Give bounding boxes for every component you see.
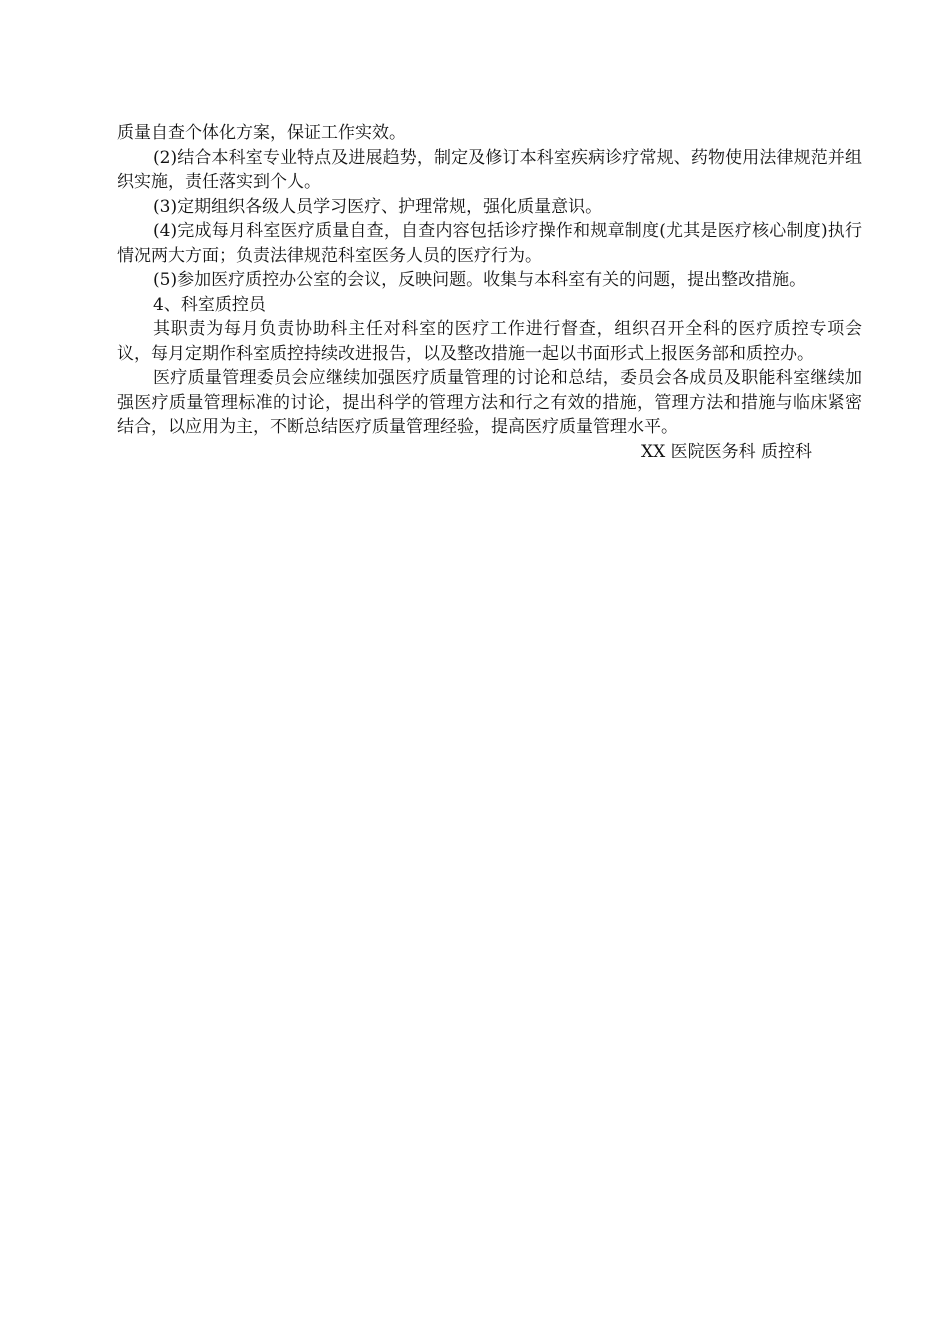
- section-heading: 4、科室质控员: [153, 294, 266, 315]
- paragraph-committee: 医疗质量管理委员会应继续加强医疗质量管理的讨论和总结，委员会各成员及职能科室继续加强医疗质量管理标准的讨论，提出科学的管理方法和行之有效的措施，管理方法和措施与临床紧密结合，以应用为主，不断总结医疗质量管理经验，提高医疗质量管理水平。: [117, 368, 862, 437]
- paragraph-item-3: (3)定期组织各级人员学习医疗、护理常规，强化质量意识。: [153, 196, 603, 217]
- paragraph-continuation: 质量自查个体化方案，保证工作实效。: [117, 123, 406, 143]
- paragraph-item-2: (2)结合本科室专业特点及进展趋势，制定及修订本科室疾病诊疗常规、药物使用法律规范并组织实施，责任落实到个人。: [117, 147, 862, 192]
- document-page: [117, 121, 862, 464]
- paragraph-item-4: (4)完成每月科室医疗质量自查，自查内容包括诊疗操作和规章制度(尤其是医疗核心制度)执行情况两大方面；负责法律规范科室医务人员的医疗行为。: [117, 221, 862, 266]
- signature-line: XX 医院医务科 质控科: [640, 441, 812, 462]
- paragraph-duties: 其职责为每月负责协助科主任对科室的医疗工作进行督查，组织召开全科的医疗质控专项会议，每月定期作科室质控持续改进报告，以及整改措施一起以书面形式上报医务部和质控办。: [117, 319, 862, 364]
- paragraph-item-5: (5)参加医疗质控办公室的会议，反映问题。收集与本科室有关的问题，提出整改措施。: [153, 270, 807, 290]
